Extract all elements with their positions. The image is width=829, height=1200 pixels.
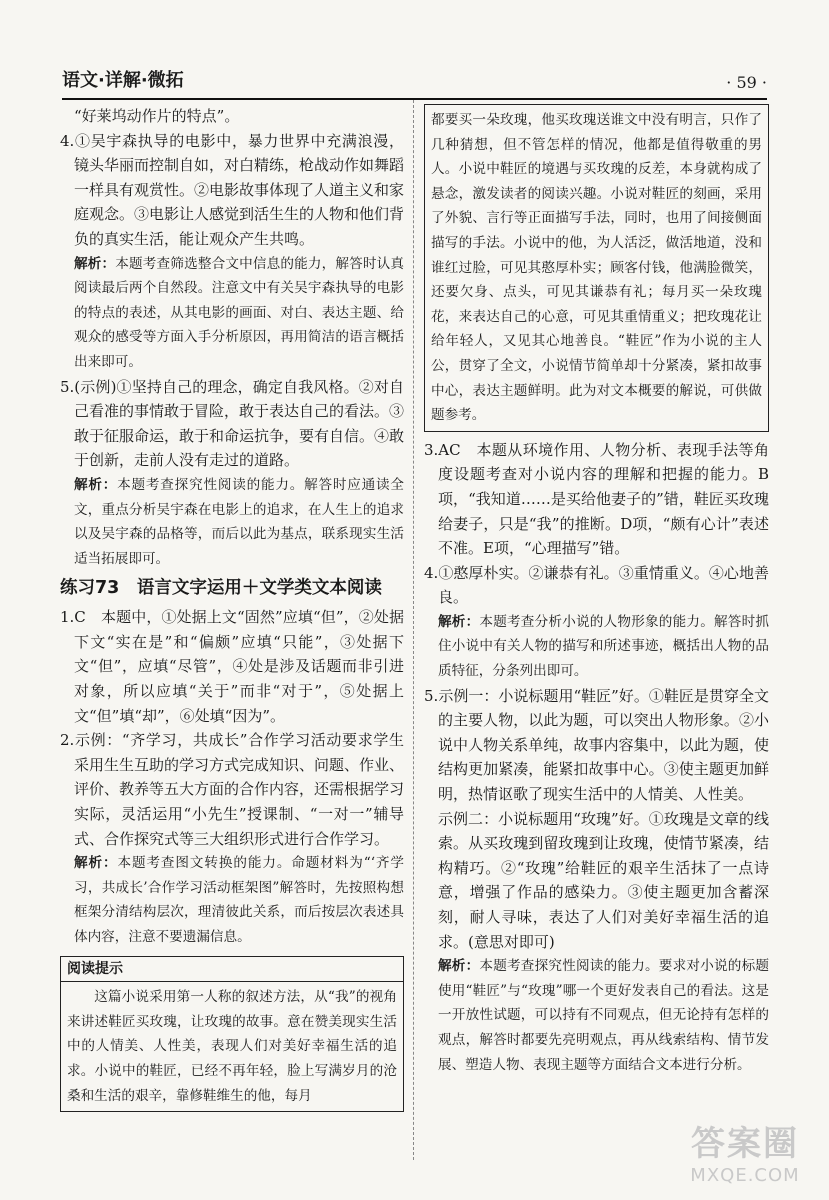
answer-3: 3.AC 本题从环境作用、人物分析、表现手法等角度设题考查对小说内容的理解和把握的能力。B项，“我知道……是买给他妻子的”错，鞋匠买玫瑰给妻子，只是“我”的推断。D项，“颇有心计”表述不准。E项，“心理描写”错。 — [424, 440, 769, 558]
watermark-url: MXQE.COM — [690, 1165, 800, 1186]
answer-2: 2.示例：“齐学习，共成长”合作学习活动要求学生采用生生互助的学习方式完成知识、问题、作业、评价、教养等五大方面的合作内容，还需根据学习实际，灵活运用“小先生”授课制、“一对一”辅导式、合作探究式等三大组织形式进行合作学习。 — [60, 731, 405, 848]
analysis-text: 本题考查分析小说的人物形象的能力。解答时抓住小说中有关人物的描写和所述事迹，概括出人物的品质特征，分条列出即可。 — [438, 613, 770, 680]
page-number: · 59 · — [726, 73, 767, 92]
analysis-4 — [60, 252, 404, 375]
page-header — [62, 58, 767, 100]
analysis-text: 本题考查图文转换的能力。命题材料为“‘齐学习，共成长’合作学习活动框架图”解答时，先按照构想框架分清结构层次，理清彼此关系，而后按层次表述具体内容，注意不要遗漏信息。 — [74, 855, 404, 945]
reading-tip-box-continued — [424, 104, 769, 432]
analysis-text: 本题考查探究性阅读的能力。解答时应通读全文，重点分析吴宇森在电影上的追求，在人生上的追求以及吴宇森的品格等，而后以此为基点，联系现实生活适当拓展即可。 — [74, 476, 405, 567]
answer-continuation: “好莱坞动作片的特点”。 — [74, 107, 240, 125]
analysis-5 — [60, 473, 404, 571]
analysis-label: 解析： — [74, 855, 118, 872]
column-divider — [413, 100, 414, 1160]
reading-tip-box — [60, 956, 404, 1113]
analysis-label: 解析： — [438, 613, 480, 630]
answer-5: 5.(示例)①坚持自己的理念，确定自我风格。②对自己看准的事情敢于冒险，敢于表达自己的看法。③敢于征服命运，敢于和命运抗争，要有自信。④敢于创新，走前人没有走过的道路。 — [60, 377, 405, 470]
watermark — [675, 1116, 815, 1186]
watermark-logo: 答案圈 — [691, 1124, 799, 1164]
reading-tip-text-continued: 都要买一朵玫瑰，他买玫瑰送谁文中没有明言，只作了几种猜想，但不管怎样的情况，他都是值得敬重的男人。小说中鞋匠的境遇与买玫瑰的反差，本身就构成了悬念，激发读者的阅读兴趣。小说对鞋匠的刻画，采用了外貌、言行等正面描写手法，同时，也用了间接侧面描写的手法。小说中的他，为人活泛，做活地道，没和谁红过脸，可见其憨厚朴实；顾客付钱，他满脸微笑，还要欠身、点头，可见其谦恭有礼；每月买一朵玫瑰花，来表达自己的心意，可见其重情重义；把玫瑰花让给年轻人，又见其心地善良。“鞋匠”作为小说的主人公，贯穿了全文，小说情节简单却十分紧凑，紧扣故事中心，表达主题鲜明。此为对文本概要的解说，可供做题参考。 — [431, 112, 762, 424]
right-column — [424, 104, 769, 1077]
analysis-label: 解析： — [438, 958, 480, 975]
answer-4: 4.①吴宇森执导的电影中，暴力世界中充满浪漫，镜头华丽而控制自如，对白精练，枪战动作如舞蹈一样具有观赏性。②电影故事体现了人道主义和家庭观念。③电影让人感觉到活生生的人物和他们背负的真实生活，能让观众产生共鸣。 — [60, 131, 405, 248]
analysis-text: 本题考查筛选整合文中信息的能力，解答时认真阅读最后两个自然段。注意文中有关吴宇森执导的电影的特点的表述，从其电影的画面、对白、表达主题、给观众的感受等方面入手分析原因，再用简洁的语言概括出来即可。 — [74, 255, 405, 370]
analysis-text: 本题考查探究性阅读的能力。要求对小说的标题使用“鞋匠”与“玫瑰”哪一个更好发表自己的看法。这是一开放性试题，可以持有不同观点，但无论持有怎样的观点，解答时都要先亮明观点，再从线索结构、情节发展、塑造人物、表现主题等方面结合文本进行分析。 — [438, 958, 770, 1073]
analysis-label: 解析： — [74, 476, 118, 493]
reading-tip-text: 这篇小说采用第一人称的叙述方法，从“我”的视角来讲述鞋匠买玫瑰，让玫瑰的故事。意在赞美现实生活中的人情美、人性美，表现人们对美好幸福生活的追求。小说中的鞋匠，已经不再年轻，脸上写满岁月的沧桑和生活的艰辛，靠修鞋维生的他，每月 — [67, 989, 397, 1104]
analysis-4 — [424, 610, 769, 684]
analysis-label: 解析： — [74, 255, 116, 272]
left-column — [60, 104, 404, 1112]
analysis-2 — [60, 851, 404, 949]
answer-5-example-2: 示例二：小说标题用“玫瑰”好。①玫瑰是文章的线索。从买玫瑰到留玫瑰到让玫瑰，使情节紧凑，结构精巧。②“玫瑰”给鞋匠的艰辛生活抹了一点诗意，增强了作品的感染力。③使主题更加含蓄深刻，耐人寻味，表达了人们对美好幸福生活的追求。(意思对即可) — [438, 809, 769, 951]
answer-4: 4.①憨厚朴实。②谦恭有礼。③重情重义。④心地善良。 — [424, 563, 769, 607]
answer-5: 5.示例一：小说标题用“鞋匠”好。①鞋匠是贯穿全文的主要人物，以此为题，可以突出人物形象。②小说中人物关系单纯，故事内容集中，以此为题，使结构更加紧凑，能紧扣故事中心。③使主题更加鲜明，热情讴歌了现实生活中的人情美、人性美。 — [424, 686, 769, 804]
analysis-5 — [424, 954, 769, 1077]
answer-1: 1.C 本题中，①处据上文“固然”应填“但”，②处据下文“实在是”和“偏颇”应填“只能”，③处据下文“但”，应填“尽管”，④处是涉及话题而非引进对象，所以应填“关于”而非“对于”，⑤处据上文“但”填“却”，⑥处填“因为”。 — [60, 608, 404, 725]
section-heading: 练习73 语言文字运用＋文学类文本阅读 — [60, 578, 382, 599]
book-title: 语文·详解·微拓 — [62, 70, 184, 91]
reading-tip-title: 阅读提示 — [61, 957, 403, 983]
